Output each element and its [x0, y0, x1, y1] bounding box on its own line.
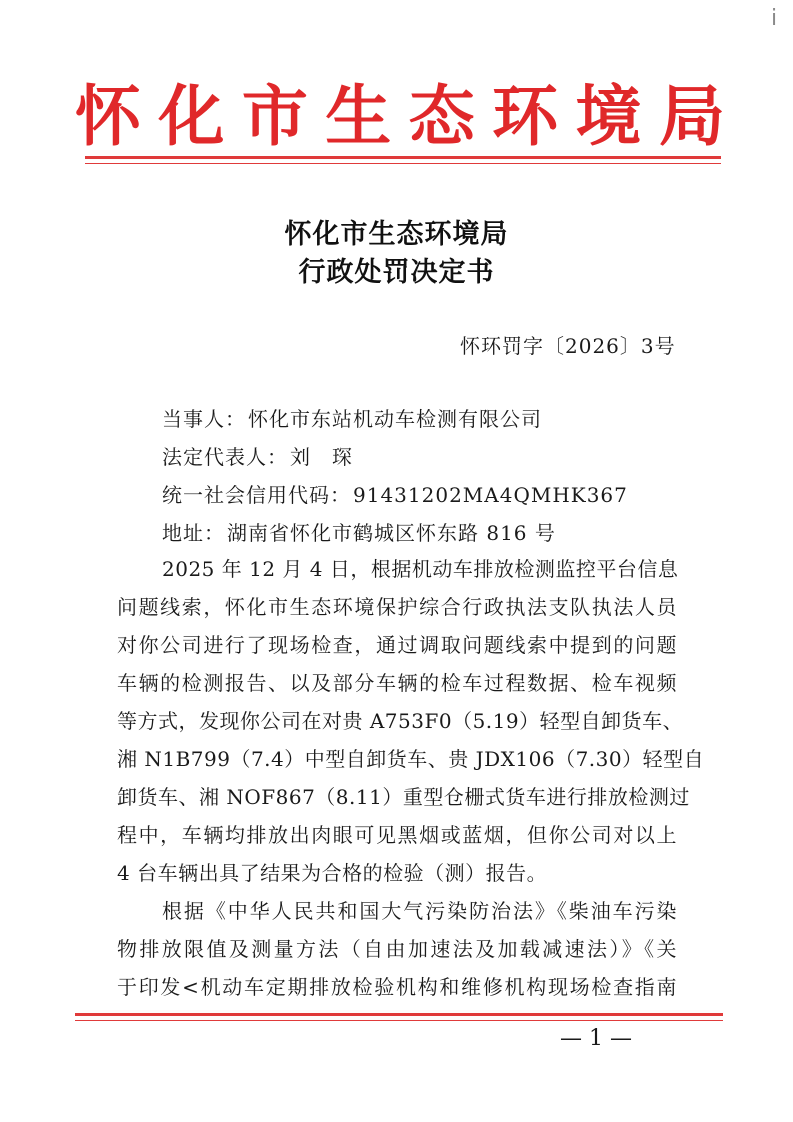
masthead [75, 78, 725, 156]
field-credit-code [162, 479, 628, 508]
body-line: 程中，车辆均排放出肉眼可见黑烟或蓝烟，但你公司对以上 [117, 823, 677, 847]
field-value: 怀化市东站机动车检测有限公司 [248, 407, 542, 431]
document-title-line2: 行政处罚决定书 [298, 257, 495, 288]
body-line: 于印发<机动车定期排放检验机构和维修机构现场检查指南 [117, 975, 677, 999]
corner-mark: i [771, 6, 778, 31]
masthead-char: 态 [408, 78, 475, 155]
masthead-char: 局 [658, 78, 725, 155]
body-line: 等方式，发现你公司在对贵 A753F0（5.19）轻型自卸货车、 [117, 709, 684, 733]
masthead-char: 市 [241, 78, 308, 155]
body-line: 问题线索，怀化市生态环境保护综合行政执法支队执法人员 [117, 595, 677, 619]
masthead-char: 怀 [75, 78, 141, 155]
body-line: 湘 N1B799（7.4）中型自卸货车、贵 JDX106（7.30）轻型自 [117, 747, 705, 771]
masthead-rule-thick [85, 156, 721, 159]
body-line: 4 台车辆出具了结果为合格的检验（测）报告。 [117, 861, 548, 885]
document-title-line1: 怀化市生态环境局 [284, 219, 509, 250]
masthead-char: 环 [492, 78, 559, 155]
field-label: 法定代表人： [162, 445, 288, 469]
field-value: 91431202MA4QMHK367 [353, 483, 628, 507]
body-line: 根据《中华人民共和国大气污染防治法》《柴油车污染 [162, 899, 677, 923]
masthead-char: 生 [325, 78, 392, 155]
body-line: 对你公司进行了现场检查，通过调取问题线索中提到的问题 [117, 633, 677, 657]
field-legal-rep [162, 441, 353, 470]
body-line: 2025 年 12 月 4 日，根据机动车排放检测监控平台信息 [162, 557, 679, 581]
body-line: 卸货车、湘 NOF867（8.11）重型仓栅式货车进行排放检测过 [117, 785, 690, 809]
masthead-rule-thin [85, 163, 721, 164]
footer-rule-thick [75, 1013, 723, 1016]
body-line: 物排放限值及测量方法（自由加速法及加载减速法）》《关 [117, 937, 677, 961]
field-label: 地址： [162, 521, 225, 545]
body-line: 车辆的检测报告、以及部分车辆的检车过程数据、检车视频 [117, 671, 677, 695]
field-address [162, 517, 556, 546]
page-number: — 1 — [560, 1026, 632, 1051]
footer-rule-thin [75, 1020, 723, 1021]
masthead-char: 境 [575, 78, 642, 155]
field-label: 统一社会信用代码： [162, 483, 351, 507]
field-value: 刘 琛 [290, 445, 353, 469]
field-party [162, 403, 542, 432]
field-label: 当事人： [162, 407, 246, 431]
masthead-char: 化 [158, 78, 225, 155]
field-value: 湖南省怀化市鹤城区怀东路 816 号 [227, 521, 556, 545]
document-number: 怀环罚字〔2026〕3号 [460, 334, 676, 358]
